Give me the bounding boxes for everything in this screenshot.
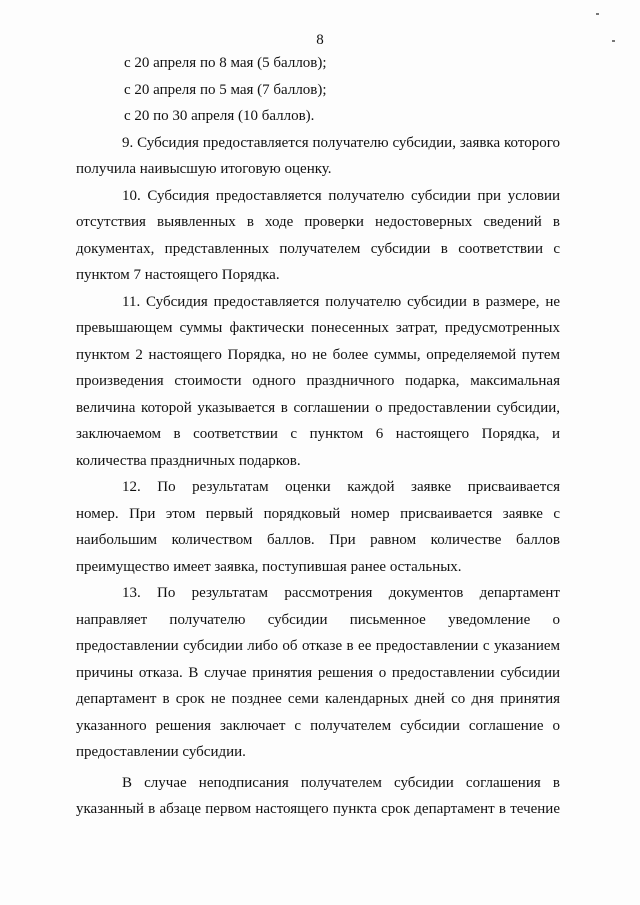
text-line: 9. Субсидия предоставляется получателю субсидии, заявка которого: [122, 134, 560, 151]
text-line: В случае неподписания получателем субсидии соглашения в: [122, 774, 560, 791]
text-line: произведения стоимости одного праздничного подарка, максимальная: [76, 373, 560, 389]
text-line: 13. По результатам рассмотрения документов департамент: [122, 585, 560, 601]
text-line: предоставлении субсидии.: [76, 744, 246, 760]
text-line: пунктом 7 настоящего Порядка.: [76, 267, 280, 283]
text-line: отсутствия выявленных в ходе проверки недостоверных сведений в: [76, 214, 560, 230]
text-line: преимущество имеет заявка, поступившая ранее остальных.: [76, 558, 462, 575]
text-line: указанный в абзаце первом настоящего пункта срок департамент в течение: [76, 801, 560, 817]
text-line: с 20 апреля по 5 мая (7 баллов);: [124, 81, 327, 98]
text-line: превышающем суммы фактически понесенных затрат, предусмотренных: [76, 320, 560, 336]
text-line: заключаемом в соответствии с пунктом 6 настоящего Порядка, и: [76, 426, 560, 442]
scan-mark: [596, 13, 599, 15]
text-line: 10. Субсидия предоставляется получателю субсидии при условии: [122, 187, 560, 204]
text-line: предоставлении субсидии либо об отказе в ее предоставлении с указанием: [76, 638, 560, 654]
text-line: причины отказа. В случае принятия решения о предоставлении субсидии: [76, 664, 560, 681]
text-line: номер. При этом первый порядковый номер присваивается заявке с: [76, 505, 560, 522]
scan-mark: [612, 40, 615, 42]
page-number: 8: [316, 32, 324, 48]
text-line: указанного решения заключает с получателем субсидии соглашение о: [76, 717, 560, 734]
document-body: [76, 50, 560, 823]
text-line: наибольшим количеством баллов. При равном количестве баллов: [76, 532, 560, 548]
text-line: направляет получателю субсидии письменное уведомление о: [76, 611, 560, 628]
text-line: департамент в срок не позднее семи календарных дней со дня принятия: [76, 691, 560, 707]
text-line: с 20 по 30 апреля (10 баллов).: [124, 108, 315, 124]
text-line: 11. Субсидия предоставляется получателю субсидии в размере, не: [122, 293, 560, 310]
text-line: величина которой указывается в соглашении о предоставлении субсидии,: [76, 399, 560, 416]
text-line: 12. По результатам оценки каждой заявке присваивается: [122, 479, 560, 495]
text-line: документах, представленных получателем субсидии в соответствии с: [76, 240, 560, 257]
text-line: пунктом 2 настоящего Порядка, но не более суммы, определяемой путем: [76, 346, 560, 363]
text-line: количества праздничных подарков.: [76, 452, 301, 469]
text-line: с 20 апреля по 8 мая (5 баллов);: [124, 55, 327, 71]
text-line: получила наивысшую итоговую оценку.: [76, 161, 332, 177]
